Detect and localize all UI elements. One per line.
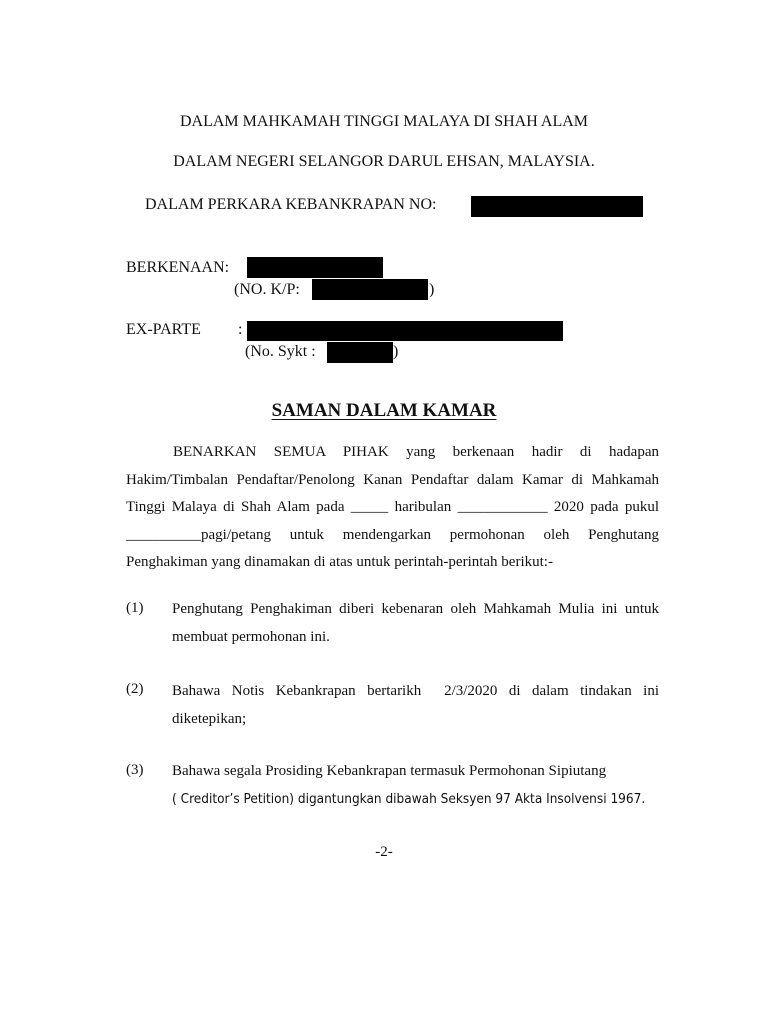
item-text-continued [172,786,659,814]
court-heading-line1: DALAM MAHKAMAH TINGGI MALAYA DI SHAH ALAM [179,113,588,130]
item-line: Bahawa Notis Kebankrapan bertarikh 2/3/2020 di dalam tindakan ini [172,683,659,699]
item-number: (1) [126,600,144,616]
page-number: -2- [375,844,393,860]
nosykt-close: ) [393,343,399,360]
nokp-label: (NO. K/P: [234,281,300,298]
document-title: SAMAN DALAM KAMAR [271,400,497,421]
bankruptcy-case-label: DALAM PERKARA KEBANKRAPAN NO: [145,196,437,213]
intro-line: BENARKAN SEMUA PIHAK yang berkenaan hadir di hadapan [173,444,659,460]
redacted-debtor-name [247,257,383,278]
intro-line: Tinggi Malaya di Shah Alam pada _____ haribulan ____________ 2020 pada pukul [126,499,659,515]
berkenaan-label: BERKENAAN: [126,259,230,276]
intro-line: Hakim/Timbalan Pendaftar/Penolong Kanan Pendaftar dalam Kamar di Mahkamah [126,471,659,488]
item-text [172,596,659,651]
item-number: (3) [126,762,144,778]
nosykt-label: (No. Sykt : [245,343,316,360]
item-number: (2) [126,681,144,697]
intro-line: __________pagi/petang untuk mendengarkan permohonan oleh Penghutang [126,526,659,543]
item-line: diketepikan; [172,710,247,727]
item-text [172,758,659,786]
redacted-company-number [327,342,393,363]
exparte-label: EX-PARTE [126,321,201,338]
item-text [172,678,659,733]
item-line: Penghutang Penghakiman diberi kebenaran oleh Mahkamah Mulia ini untuk [172,601,659,617]
nokp-close: ) [429,281,435,298]
exparte-colon: : [238,321,243,338]
item-line: ( Creditor’s Petition) digantungkan dibawah Seksyen 97 Akta Insolvensi 1967. [172,791,646,807]
item-line: Bahawa segala Prosiding Kebankrapan termasuk Permohonan Sipiutang [172,763,607,779]
redacted-case-number [471,196,643,217]
redacted-exparte-name [247,321,563,341]
intro-paragraph [126,439,659,577]
item-line: membuat permohonan ini. [172,628,330,645]
redacted-ic-number [312,279,428,300]
intro-line: Penghakiman yang dinamakan di atas untuk perintah-perintah berikut:- [126,554,553,570]
court-heading-line2: DALAM NEGERI SELANGOR DARUL EHSAN, MALAYSIA. [173,153,595,170]
